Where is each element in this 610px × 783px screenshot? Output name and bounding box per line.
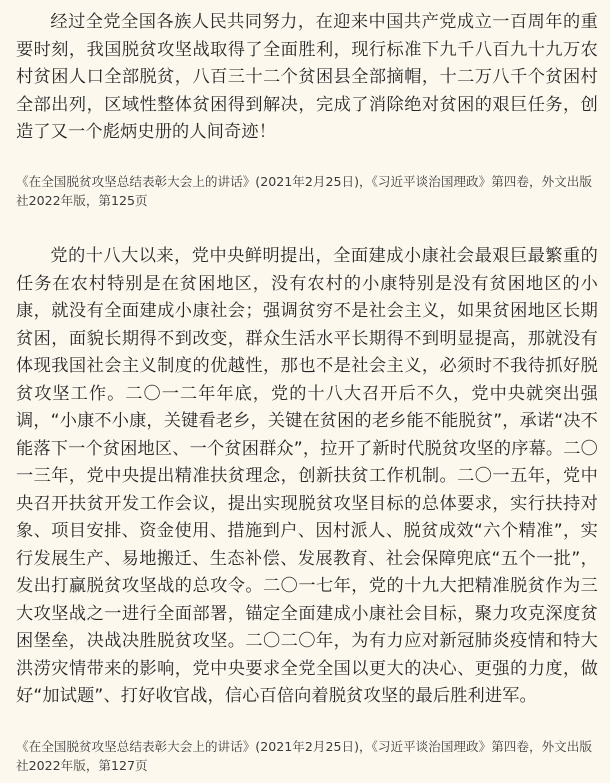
quote-paragraph-1: 经过全党全国各族人民共同努力，在迎来中国共产党成立一百周年的重要时刻，我国脱贫攻坚战取得了全面胜利，现行标准下九千八百九十九万农村贫困人口全部脱贫，八百三十二个贫困县全部摘帽，十二万八千个贫困村全部出列，区域性整体贫困得到解决，完成了消除绝对贫困的艰巨任务，创造了又一个彪炳史册的人间奇迹！ [16,12,598,142]
citation-1: 《在全国脱贫攻坚总结表彰大会上的讲话》(2021年2月25日)，《习近平谈治国理政》第四卷，外文出版社2022年版，第125页 [16,174,592,208]
quote-paragraph-2: 党的十八大以来，党中央鲜明提出，全面建成小康社会最艰巨最繁重的任务在农村特别是在贫困地区，没有农村的小康特别是没有贫困地区的小康，就没有全面建成小康社会；强调贫穷不是社会主义，如果贫困地区长期贫困，面貌长期得不到改变，群众生活水平长期得不到明显提高，那就没有体现我国社会主义制度的优越性，那也不是社会主义，必须时不我待抓好脱贫攻坚工作。二〇一二年年底，党的十八大召开后不久，党中央就突出强调，“小康不小康，关键看老乡，关键在贫困的老乡能不能脱贫”，承诺“决不能落下一个贫困地区、一个贫困群众”，拉开了新时代脱贫攻坚的序幕。二〇一三年，党中央提出精准扶贫理念，创新扶贫工作机制。二〇一五年，党中央召开扶贫开发工作会议，提出实现脱贫攻坚目标的总体要求，实行扶持对象、项目安排、资金使用、措施到户、因村派人、脱贫成效“六个精准”，实行发展生产、易地搬迁、生态补偿、发展教育、社会保障兜底“五个一批”，发出打赢脱贫攻坚战的总攻令。二〇一七年，党的十九大把精准脱贫作为三大攻坚战之一进行全面部署，锚定全面建成小康社会目标，聚力攻克深度贫困堡垒，决战决胜脱贫攻坚。二〇二〇年，为有力应对新冠肺炎疫情和特大洪涝灾情带来的影响，党中央要求全党全国以更大的决心、更强的力度，做好“加试题”、打好收官战，信心百倍向着脱贫攻坚的最后胜利进军。 [16,246,598,706]
citation-2: 《在全国脱贫攻坚总结表彰大会上的讲话》(2021年2月25日)，《习近平谈治国理政》第四卷，外文出版社2022年版，第127页 [16,739,592,773]
